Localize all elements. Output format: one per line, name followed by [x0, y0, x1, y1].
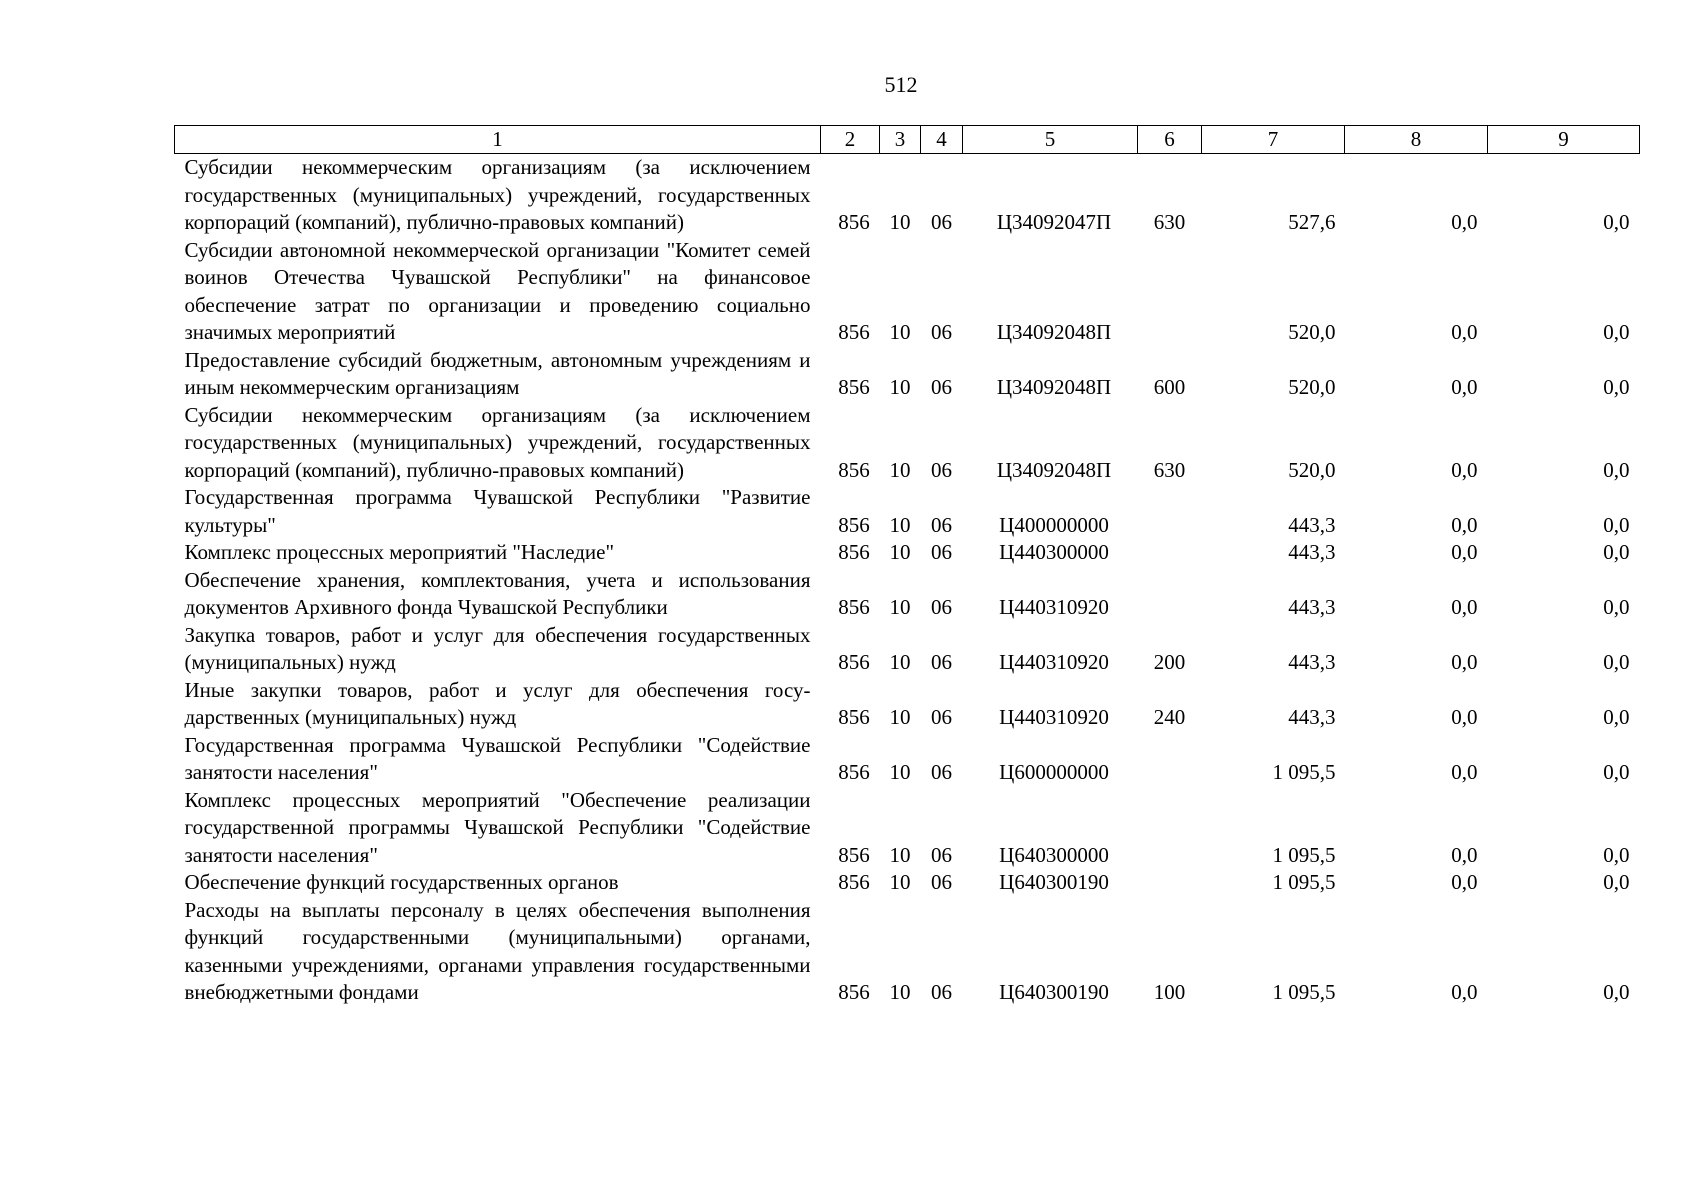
- column-header-4: 4: [921, 126, 963, 154]
- section-cell: 10: [889, 540, 911, 564]
- row-name-cell: Государственная программа Чувашской Республики "Содействие занятости населения": [184, 732, 811, 784]
- row-name-cell: Иные закупки товаров, работ и услуг для обеспечения государственных (муниципальных) нужд: [184, 677, 811, 729]
- subsection-cell: 06: [931, 375, 952, 399]
- amount-cell: 443,3: [1288, 595, 1336, 619]
- subsection-cell: 06: [931, 760, 952, 784]
- section-cell: 10: [889, 210, 911, 234]
- expense-type-cell: [1138, 732, 1202, 787]
- expense-type-cell: [1138, 484, 1202, 539]
- table-row: [175, 897, 1640, 1007]
- admin-code-cell: 856: [838, 842, 870, 867]
- header-row: [175, 126, 1640, 154]
- table-row: [175, 484, 1640, 539]
- amount-year3-cell: 0,0: [1603, 760, 1630, 784]
- column-header-8: 8: [1345, 126, 1488, 154]
- row-name-cell: Обеспечение хранения, комплектования, учета и использования документов Архивного фонда Чувашской Республики: [184, 567, 811, 619]
- expense-type-cell: [1138, 787, 1202, 870]
- section-cell: 10: [889, 320, 911, 344]
- table-row: [175, 732, 1640, 787]
- expense-type-cell: [1138, 869, 1202, 897]
- amount-year2-cell: 0,0: [1451, 210, 1478, 234]
- subsection-cell: 06: [931, 320, 952, 344]
- row-name-cell: Государственная программа Чувашской Республики "Развитие культуры": [184, 485, 811, 537]
- row-name-cell: Субсидии некоммерческим организациям (за исключением государственных (муниципальных) учреждений, государственных корпораций (компаний), публично-правовых компаний): [184, 402, 811, 482]
- target-article-cell: Ц440310920: [999, 595, 1109, 619]
- amount-year3-cell: 0,0: [1603, 842, 1630, 867]
- column-header-6: 6: [1138, 126, 1202, 154]
- amount-cell: 520,0: [1288, 375, 1336, 399]
- target-article-cell: Ц440310920: [999, 705, 1109, 729]
- admin-code-cell: 856: [838, 870, 870, 894]
- table-row: [175, 347, 1640, 402]
- page-number: [0, 72, 1698, 98]
- amount-year2-cell: 0,0: [1451, 760, 1478, 784]
- target-article-cell: Ц440310920: [999, 650, 1109, 674]
- amount-cell: 520,0: [1288, 457, 1336, 482]
- column-header-2: 2: [821, 126, 880, 154]
- column-header-9: 9: [1488, 126, 1640, 154]
- page-number-text: 512: [884, 72, 918, 97]
- admin-code-cell: 856: [838, 980, 870, 1004]
- amount-cell: 527,6: [1288, 210, 1336, 234]
- amount-year3-cell: 0,0: [1603, 595, 1630, 619]
- amount-year2-cell: 0,0: [1451, 705, 1478, 729]
- amount-year2-cell: 0,0: [1451, 375, 1478, 399]
- subsection-cell: 06: [931, 980, 952, 1004]
- admin-code-cell: 856: [838, 320, 870, 344]
- target-article-cell: Ц440300000: [999, 540, 1109, 564]
- budget-table: [174, 125, 1640, 1007]
- section-cell: 10: [889, 705, 911, 729]
- admin-code-cell: 856: [838, 760, 870, 784]
- amount-year2-cell: 0,0: [1451, 540, 1478, 564]
- expense-type-cell: [1138, 539, 1202, 567]
- row-name-cell: Обеспечение функций государственных органов: [184, 870, 619, 894]
- target-article-cell: Ц600000000: [999, 760, 1109, 784]
- amount-cell: 443,3: [1288, 512, 1336, 537]
- table-row: [175, 154, 1640, 237]
- amount-cell: 443,3: [1288, 650, 1336, 674]
- amount-year3-cell: 0,0: [1603, 980, 1630, 1004]
- section-cell: 10: [889, 842, 911, 867]
- column-header-5: 5: [963, 126, 1138, 154]
- amount-cell: 1 095,5: [1272, 980, 1336, 1004]
- admin-code-cell: 856: [838, 457, 870, 482]
- admin-code-cell: 856: [838, 540, 870, 564]
- table-row: [175, 539, 1640, 567]
- target-article-cell: Ц34092048П: [996, 375, 1112, 399]
- admin-code-cell: 856: [838, 210, 870, 234]
- expense-type-cell: [1138, 237, 1202, 347]
- section-cell: 10: [889, 650, 911, 674]
- table-header: [175, 126, 1640, 154]
- section-cell: 10: [889, 760, 911, 784]
- table-row: [175, 567, 1640, 622]
- section-cell: 10: [889, 512, 911, 537]
- subsection-cell: 06: [931, 210, 952, 234]
- admin-code-cell: 856: [838, 595, 870, 619]
- amount-year2-cell: 0,0: [1451, 512, 1478, 537]
- subsection-cell: 06: [931, 870, 952, 894]
- amount-cell: 1 095,5: [1272, 870, 1336, 894]
- column-header-7: 7: [1202, 126, 1345, 154]
- amount-year3-cell: 0,0: [1603, 870, 1630, 894]
- row-name-cell: Субсидии некоммерческим организациям (за исключением государственных (муниципальных) учреждений, государственных корпораций (компаний), публично-правовых компаний): [184, 155, 811, 234]
- amount-year3-cell: 0,0: [1603, 210, 1630, 234]
- table-row: [175, 622, 1640, 677]
- amount-cell: 443,3: [1288, 540, 1336, 564]
- amount-year3-cell: 0,0: [1603, 705, 1630, 729]
- amount-year3-cell: 0,0: [1603, 650, 1630, 674]
- table-row: [175, 787, 1640, 870]
- row-name-cell: Предоставление субсидий бюджетным, автономным учреждениям и иным некоммерческим организациям: [184, 347, 811, 399]
- target-article-cell: Ц640300190: [999, 980, 1109, 1004]
- subsection-cell: 06: [931, 842, 952, 867]
- amount-cell: 1 095,5: [1272, 842, 1336, 867]
- subsection-cell: 06: [931, 650, 952, 674]
- expense-type-cell: 630: [1153, 457, 1186, 482]
- admin-code-cell: 856: [838, 512, 870, 537]
- expense-type-cell: 600: [1153, 375, 1186, 399]
- amount-year3-cell: 0,0: [1603, 540, 1630, 564]
- row-name-cell: Расходы на выплаты персоналу в целях обеспечения выполнения функций государственными (муниципальными) органами, казенными учреждениями, органами управления государственными внебюджетными фондами: [184, 897, 811, 1004]
- amount-year2-cell: 0,0: [1451, 457, 1478, 482]
- row-name-cell: Субсидии автономной некоммерческой организации "Комитет семей воинов Отечества Чувашской Республики" на финансовое обеспечение затрат по организации и проведению социально значимых мероприятий: [184, 237, 811, 344]
- row-name-cell: Комплекс процессных мероприятий "Обеспечение реализации государственной программы Чувашской Республики "Содействие занятости населения": [184, 787, 811, 867]
- section-cell: 10: [889, 375, 911, 399]
- target-article-cell: Ц640300000: [999, 842, 1109, 867]
- target-article-cell: Ц34092048П: [996, 457, 1112, 482]
- expense-type-cell: 630: [1153, 210, 1186, 234]
- section-cell: 10: [889, 980, 911, 1004]
- amount-year2-cell: 0,0: [1451, 842, 1478, 867]
- amount-cell: 1 095,5: [1272, 760, 1336, 784]
- target-article-cell: Ц34092048П: [996, 320, 1112, 344]
- subsection-cell: 06: [931, 457, 952, 482]
- amount-cell: 443,3: [1288, 705, 1336, 729]
- target-article-cell: Ц34092047П: [996, 210, 1112, 234]
- amount-year3-cell: 0,0: [1603, 320, 1630, 344]
- amount-year2-cell: 0,0: [1451, 870, 1478, 894]
- admin-code-cell: 856: [838, 650, 870, 674]
- target-article-cell: Ц640300190: [999, 870, 1109, 894]
- table-row: [175, 402, 1640, 485]
- subsection-cell: 06: [931, 540, 952, 564]
- admin-code-cell: 856: [838, 375, 870, 399]
- amount-year2-cell: 0,0: [1451, 980, 1478, 1004]
- expense-type-cell: 240: [1153, 705, 1186, 729]
- amount-year3-cell: 0,0: [1603, 512, 1630, 537]
- section-cell: 10: [889, 870, 911, 894]
- row-name-cell: Закупка товаров, работ и услуг для обеспечения государственных (муниципальных) нужд: [184, 622, 811, 674]
- expense-type-cell: 200: [1153, 650, 1186, 674]
- column-header-3: 3: [880, 126, 921, 154]
- amount-year2-cell: 0,0: [1451, 650, 1478, 674]
- amount-year3-cell: 0,0: [1603, 457, 1630, 482]
- column-header-1: 1: [175, 126, 821, 154]
- amount-year2-cell: 0,0: [1451, 320, 1478, 344]
- section-cell: 10: [889, 595, 911, 619]
- subsection-cell: 06: [931, 512, 952, 537]
- table-body: [175, 154, 1640, 1007]
- section-cell: 10: [889, 457, 911, 482]
- subsection-cell: 06: [931, 705, 952, 729]
- amount-year3-cell: 0,0: [1603, 375, 1630, 399]
- table-row: [175, 237, 1640, 347]
- table-row: [175, 869, 1640, 897]
- subsection-cell: 06: [931, 595, 952, 619]
- admin-code-cell: 856: [838, 705, 870, 729]
- expense-type-cell: 100: [1153, 980, 1186, 1004]
- amount-year2-cell: 0,0: [1451, 595, 1478, 619]
- expense-type-cell: [1138, 567, 1202, 622]
- amount-cell: 520,0: [1288, 320, 1336, 344]
- table-row: [175, 677, 1640, 732]
- row-name-cell: Комплекс процессных мероприятий "Наследие": [184, 540, 615, 564]
- target-article-cell: Ц400000000: [999, 512, 1109, 537]
